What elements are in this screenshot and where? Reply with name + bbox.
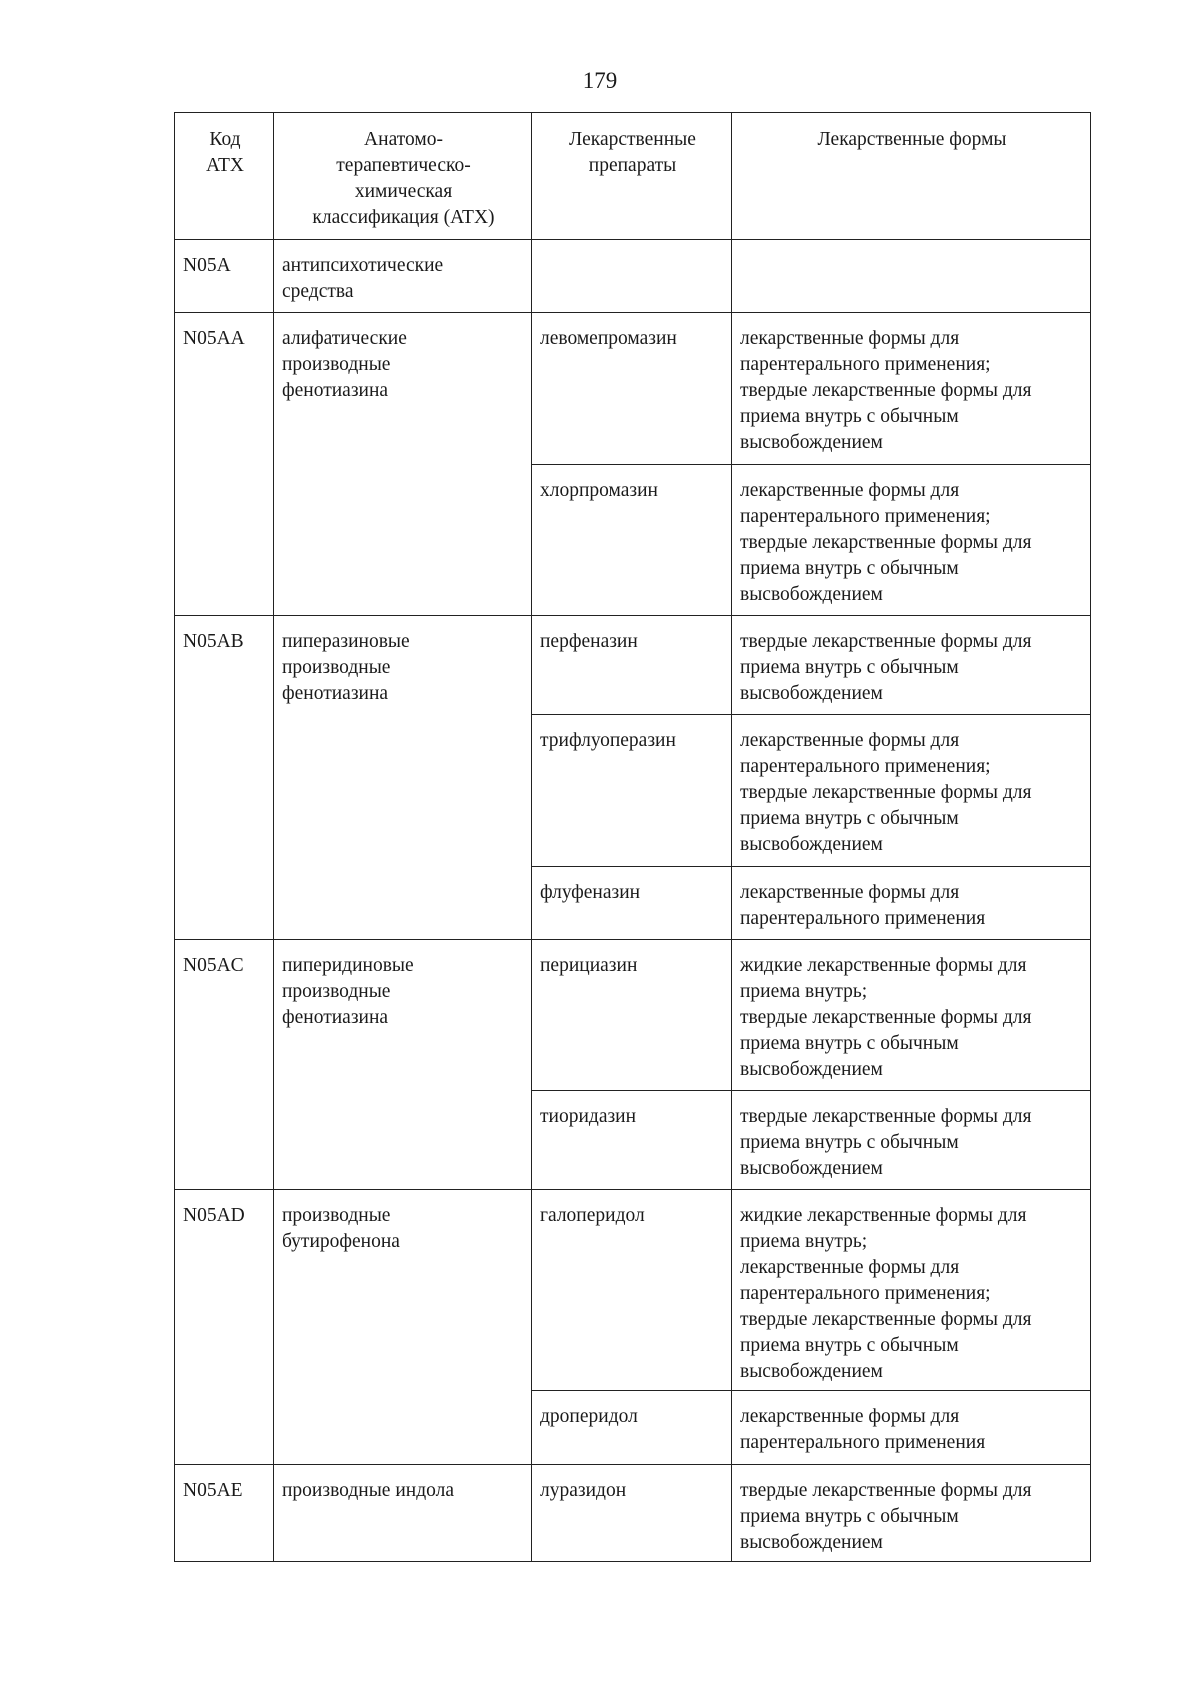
dosage-form-cell: лекарственные формы для парентерального применения; твердые лекарственные формы для приема внутрь с обычным высвобождением — [732, 715, 1091, 867]
drug-cell: перфеназин — [532, 616, 732, 715]
drug-cell: перициазин — [532, 940, 732, 1091]
page-number: 179 — [582, 68, 618, 93]
dosage-form-cell: лекарственные формы для парентерального применения; твердые лекарственные формы для приема внутрь с обычным высвобождением — [732, 465, 1091, 616]
dosage-form-cell: лекарственные формы для парентерального применения — [732, 867, 1091, 940]
table-body — [175, 240, 1091, 1562]
atc-classification-cell: пиперидиновые производные фенотиазина — [274, 940, 532, 1190]
header-forms: Лекарственные формы — [732, 113, 1091, 240]
atc-classification-cell: антипсихотические средства — [274, 240, 532, 313]
dosage-form-cell — [732, 240, 1091, 313]
atc-code-cell: N05A — [175, 240, 274, 313]
drug-cell: тиоридазин — [532, 1091, 732, 1190]
atc-classification-cell: пиперазиновые производные фенотиазина — [274, 616, 532, 940]
drug-cell: галоперидол — [532, 1190, 732, 1391]
atc-table — [174, 112, 1091, 1562]
atc-code-cell: N05AC — [175, 940, 274, 1190]
atc-code-cell: N05AD — [175, 1190, 274, 1465]
dosage-form-cell: лекарственные формы для парентерального применения; твердые лекарственные формы для приема внутрь с обычным высвобождением — [732, 313, 1091, 465]
table-row — [175, 313, 1091, 465]
atc-classification-cell: производные индола — [274, 1465, 532, 1562]
dosage-form-cell: твердые лекарственные формы для приема внутрь с обычным высвобождением — [732, 1465, 1091, 1562]
header-drugs: Лекарственные препараты — [532, 113, 732, 240]
table-row — [175, 1190, 1091, 1391]
drug-cell: флуфеназин — [532, 867, 732, 940]
drug-cell: дроперидол — [532, 1391, 732, 1465]
table-row — [175, 616, 1091, 715]
atc-classification-cell: производные бутирофенона — [274, 1190, 532, 1465]
atc-code-cell: N05AB — [175, 616, 274, 940]
header-code: Код ATX — [175, 113, 274, 240]
table-header-row — [175, 113, 1091, 240]
drug-cell: хлорпромазин — [532, 465, 732, 616]
drug-cell: луразидон — [532, 1465, 732, 1562]
dosage-form-cell: твердые лекарственные формы для приема внутрь с обычным высвобождением — [732, 616, 1091, 715]
drug-cell — [532, 240, 732, 313]
atc-code-cell: N05AE — [175, 1465, 274, 1562]
table-row — [175, 1465, 1091, 1562]
dosage-form-cell: жидкие лекарственные формы для приема внутрь; твердые лекарственные формы для приема внутрь с обычным высвобождением — [732, 940, 1091, 1091]
dosage-form-cell: лекарственные формы для парентерального применения — [732, 1391, 1091, 1465]
drug-cell: левомепромазин — [532, 313, 732, 465]
header-classification: Анатомо- терапевтическо- химическая классификация (ATX) — [274, 113, 532, 240]
atc-code-cell: N05AA — [175, 313, 274, 616]
drug-cell: трифлуоперазин — [532, 715, 732, 867]
atc-classification-cell: алифатические производные фенотиазина — [274, 313, 532, 616]
table-row — [175, 940, 1091, 1091]
table-row — [175, 240, 1091, 313]
dosage-form-cell: твердые лекарственные формы для приема внутрь с обычным высвобождением — [732, 1091, 1091, 1190]
dosage-form-cell: жидкие лекарственные формы для приема внутрь; лекарственные формы для парентерального применения; твердые лекарственные формы для приема внутрь с обычным высвобождением — [732, 1190, 1091, 1391]
